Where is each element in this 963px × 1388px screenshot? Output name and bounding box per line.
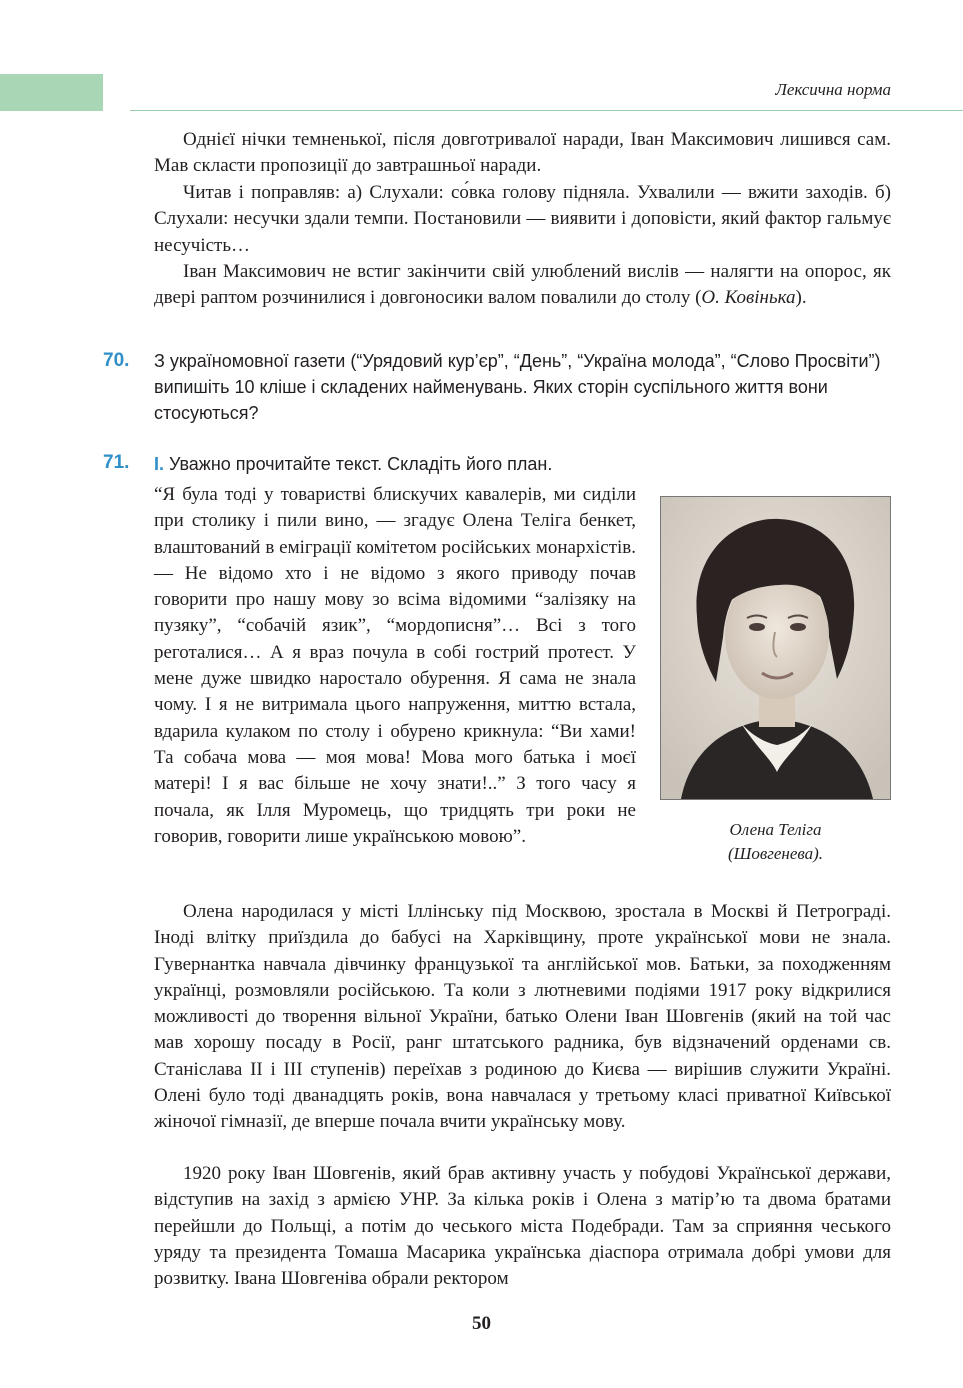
quote-paragraph-2: Читав і поправляв: а) Слухали: со́вка голову підняла. Ухвалили — вжити заходів. б) Слухали: несучки здали темпи. Постановили — виявити і доповісти, який фактор гальмує несучість… (154, 182, 891, 256)
task-70-number: 70. (103, 350, 130, 371)
quote-paragraph-3: Іван Максимович не встиг закінчити свій улюблений вислів — налягти на опорос, як двері раптом розчинилися і довгоносики валом повалили до столу (О. Ковінька). (154, 261, 891, 309)
biography-paragraph-1: Олена народилася у місті Іллінську під Москвою, зростала в Москві й Петрограді. Іноді влітку приїздила до бабусі на Харківщину, проте української мови не знала. Гувернантка навчала дівчинку французької та англійської мов. Батьки, за походженням українці, розмовляли російською. Та коли з лютневими подіями 1917 року відкрилися можливості до творення вільної України, батько Олени Іван Шовгенів (який на той час мав хорошу посаду в Росії, ранг штатського радника, був відзначений орденами св. Станіслава ІІ і ІІІ ступенів) переїхав з родиною до Києва — вирішив служити Україні. Олені було тоді дванадцять років, вона навчалася у третьому класі приватної Київської жіночої гімназії, де вперше почала вчити українську мову. (154, 901, 891, 1133)
quote-paragraph-1: Однієї нічки темненької, після довготривалої наради, Іван Максимович лишився сам. Мав скласти пропозиції до завтрашньої наради. (154, 129, 891, 177)
caption-maiden-name: (Шовгенева). (727, 844, 824, 863)
task-71-part-label: I. (154, 454, 165, 474)
portrait-photo-image (661, 497, 890, 799)
task-71-instruction: I. Уважно прочитайте текст. Складіть його план. (154, 454, 553, 474)
caption-name: Олена Теліга (729, 820, 822, 839)
portrait-caption (660, 818, 891, 866)
section-title: Лексична норма (775, 80, 891, 99)
header-rule (130, 110, 963, 111)
biography-paragraph-2: 1920 року Іван Шовгенів, який брав активну участь у побудові Української держави, відступив на захід з армією УНР. За кілька років і Олена з матір’ю та двома братами перейшли до Польщі, а потім до чеського міста Подебради. Там за сприяння чеського уряду та президента Томаша Масарика українська діаспора отримала добрі умови для розвитку. Івана Шовгеніва обрали ректором (154, 1163, 891, 1290)
task-71-number: 71. (103, 452, 130, 473)
page-number: 50 (472, 1313, 491, 1334)
portrait-photo (660, 496, 891, 800)
telihа-quote-paragraph: “Я була тоді у товаристві блискучих кавалерів, ми сиділи при столику і пили вино, — згадує Олена Теліга бенкет, влаштований в еміграції комітетом російських монархістів. — Не відомо хто і не відомо з якого приводу почав говорити про нашу мову зо всіма відомими “залізяку на пузяку”, “собачій язик”, “мордописня”… Всі з того реготалися… А я враз почула в собі гострий протест. У мене дуже швидко наростало обурення. Я сама не знала чому. І я не витримала цього напруження, миттю встала, вдарила кулаком по столу і обурено крикнула: “Ви хами! Та собача мова — моя мова! Мова мого батька і моєї матері! І я вас більше не хочу знати!..” З того часу я почала, як Ілля Муромець, що тридцять три роки не говорив, говорити лише українською мовою”. (154, 484, 636, 847)
quote-author: О. Ковінька (701, 287, 796, 309)
task-70-text: З україномовної газети (“Урядовий кур’єр”, “День”, “Україна молода”, “Слово Просвіти”) випишіть 10 кліше і складених найменувань. Яких сторін суспільного життя вони стосуються? (154, 351, 881, 423)
header-color-tab (0, 74, 103, 111)
